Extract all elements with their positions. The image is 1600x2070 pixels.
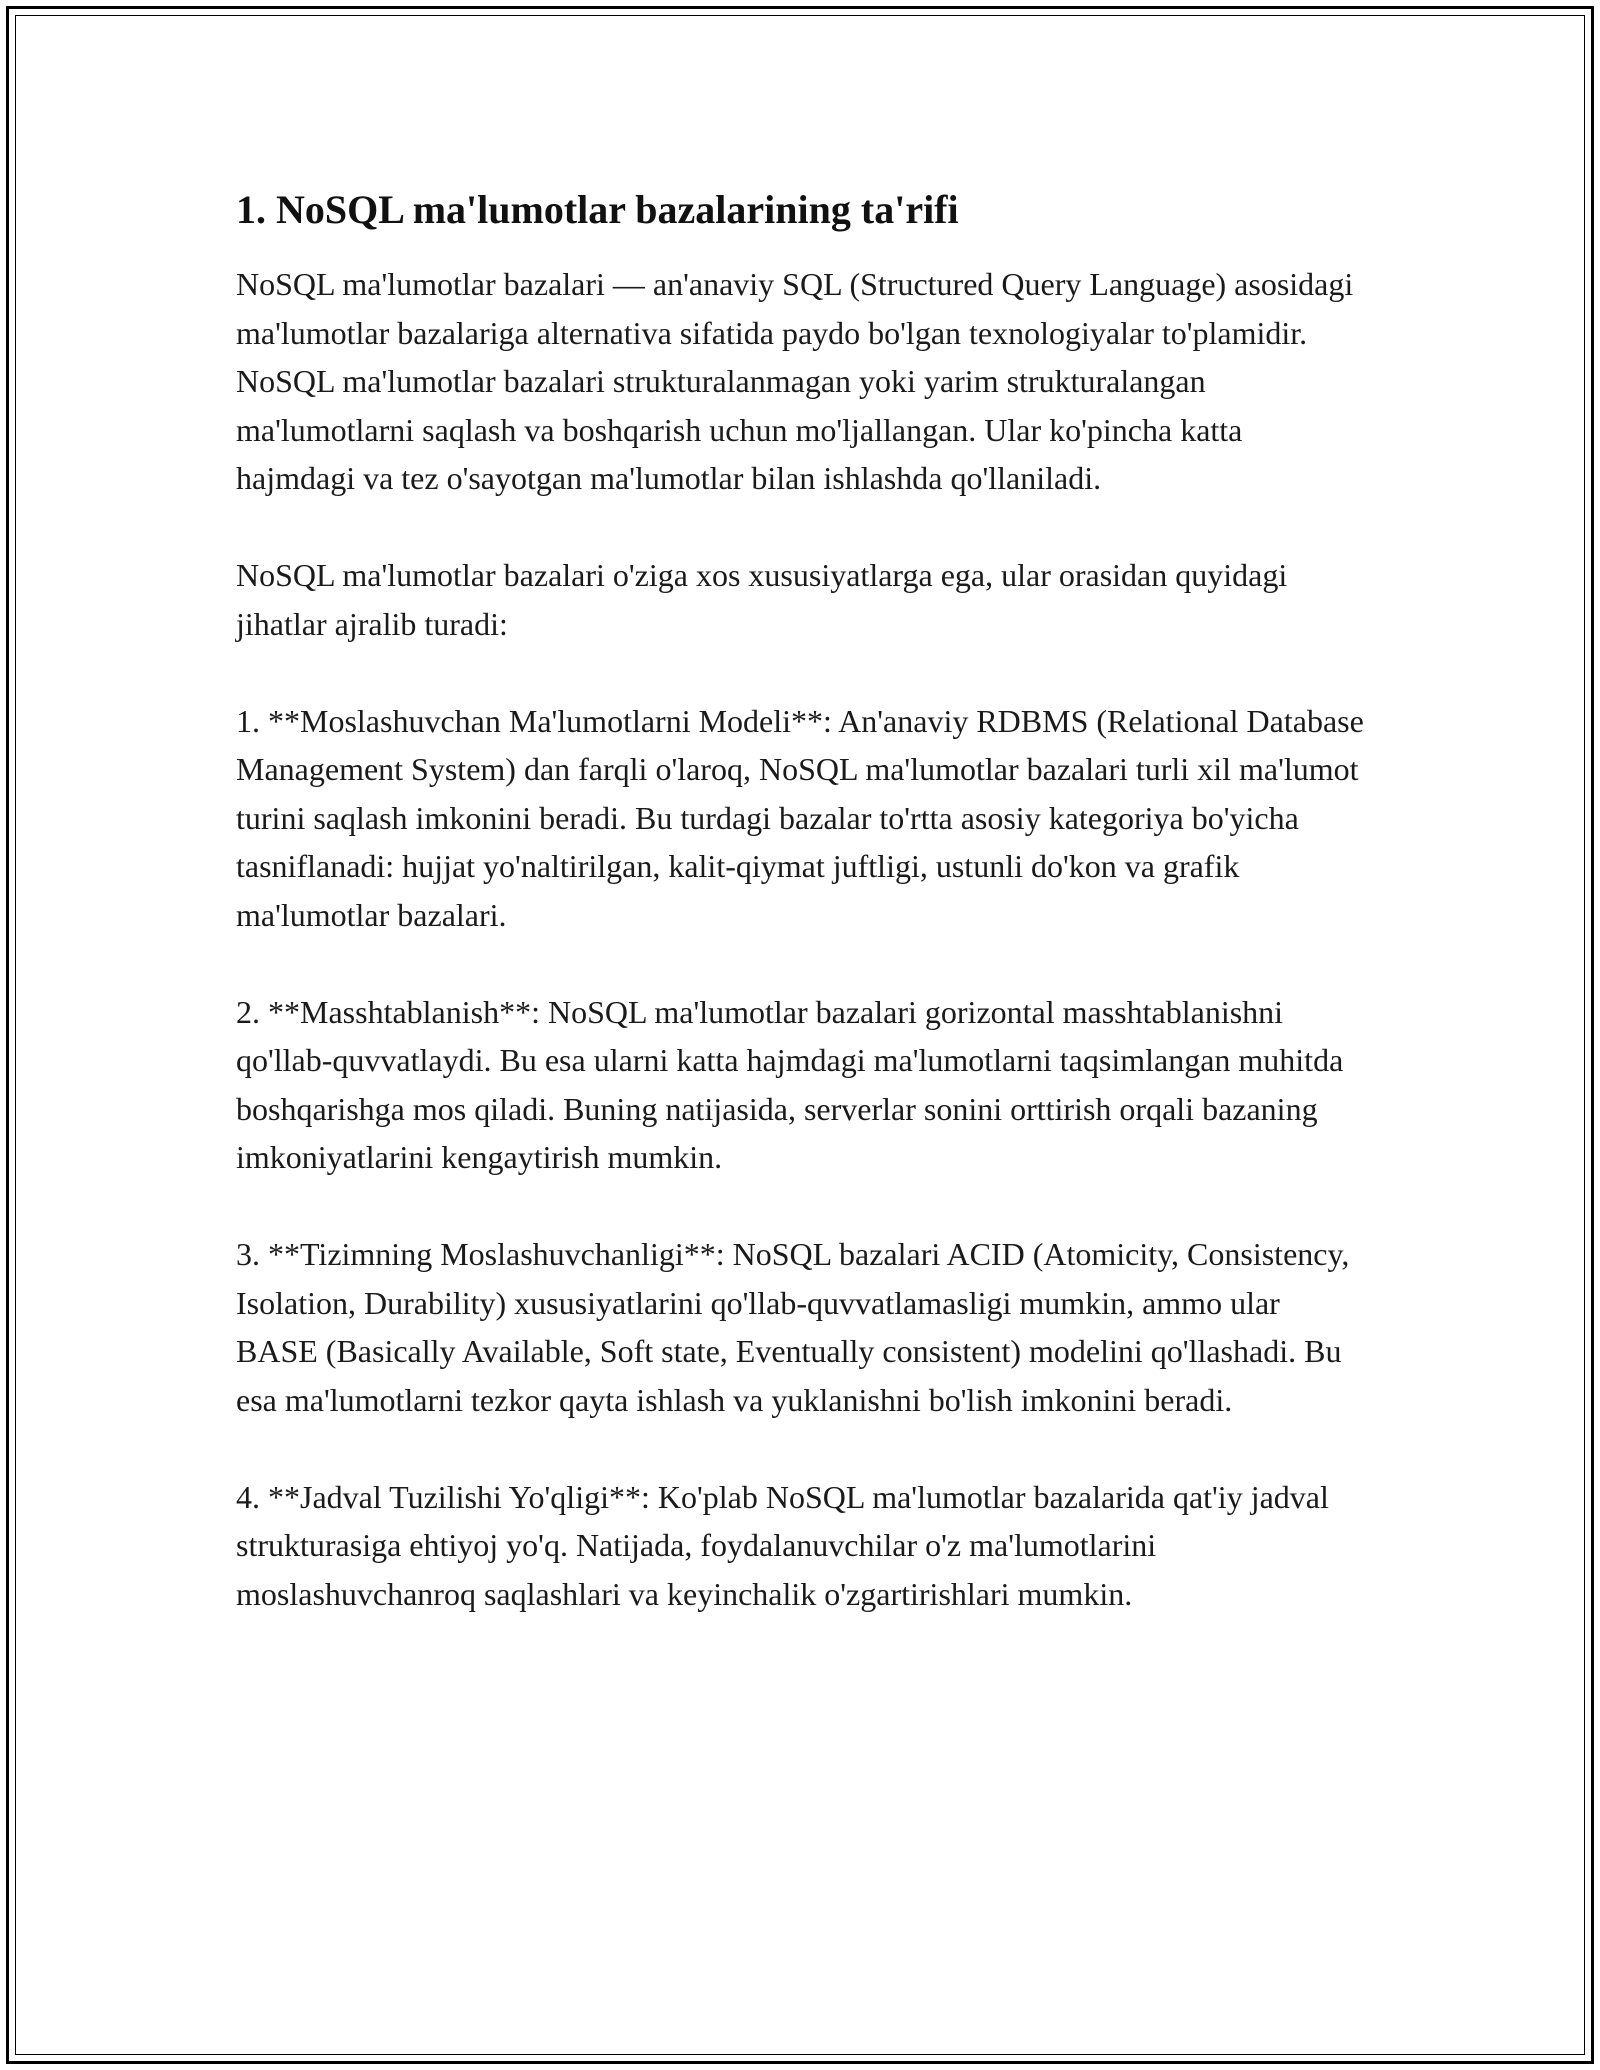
list-item-flexible-data-model: 1. **Moslashuvchan Ma'lumotlarni Modeli**: An'anaviy RDBMS (Relational Database Management System) dan farqli o'laroq, NoSQL ma'lumotlar bazalari turli xil ma'lumot turini saqlash imkonini beradi. Bu turdagi bazalar to'rtta asosiy kategoriya bo'yicha tasniflanadi: hujjat yo'naltirilgan, kalit-qiymat juftligi, ustunli do'kon va grafik ma'lumotlar bazalari. bbox=[236, 702, 1364, 933]
paragraph-intro-features: NoSQL ma'lumotlar bazalari o'ziga xos xususiyatlarga ega, ular orasidan quyidagi jihatlar ajralib turadi: bbox=[236, 557, 1288, 642]
list-item-scalability: 2. **Masshtablanish**: NoSQL ma'lumotlar bazalari gorizontal masshtablanishni qo'llab-quvvatlaydi. Bu esa ularni katta hajmdagi ma'lumotlarni taqsimlangan muhitda boshqarishga mos qiladi. Buning natijasida, serverlar sonini orttirish orqali bazaning imkoniyatlarini kengaytirish mumkin. bbox=[236, 993, 1344, 1175]
document-body bbox=[236, 186, 1366, 1667]
paragraph-definition: NoSQL ma'lumotlar bazalari — an'anaviy SQL (Structured Query Language) asosidagi ma'lumotlar bazalariga alternativa sifatida paydo bo'lgan texnologiyalar to'plamidir. NoSQL ma'lumotlar bazalari strukturalanmagan yoki yarim strukturalangan ma'lumotlarni saqlash va boshqarish uchun mo'ljallangan. Ular ko'pincha katta hajmdagi va tez o'sayotgan ma'lumotlar bilan ishlashda qo'llaniladi. bbox=[236, 266, 1354, 496]
list-item-no-table-structure: 4. **Jadval Tuzilishi Yo'qligi**: Ko'plab NoSQL ma'lumotlar bazalarida qat'iy jadval strukturasiga ehtiyoj yo'q. Natijada, foydalanuvchilar o'z ma'lumotlarini moslashuvchanroq saqlashlari va keyinchalik o'zgartirishlari mumkin. bbox=[236, 1478, 1329, 1612]
section-heading: 1. NoSQL ma'lumotlar bazalarining ta'rifi bbox=[236, 187, 959, 232]
list-item-system-flexibility: 3. **Tizimning Moslashuvchanligi**: NoSQL bazalari ACID (Atomicity, Consistency, Isolation, Durability) xususiyatlarini qo'llab-quvvatlamasligi mumkin, ammo ular BASE (Basically Available, Soft state, Eventually consistent) modelini qo'llashadi. Bu esa ma'lumotlarni tezkor qayta ishlash va yuklanishni bo'lish imkonini beradi. bbox=[236, 1236, 1350, 1418]
